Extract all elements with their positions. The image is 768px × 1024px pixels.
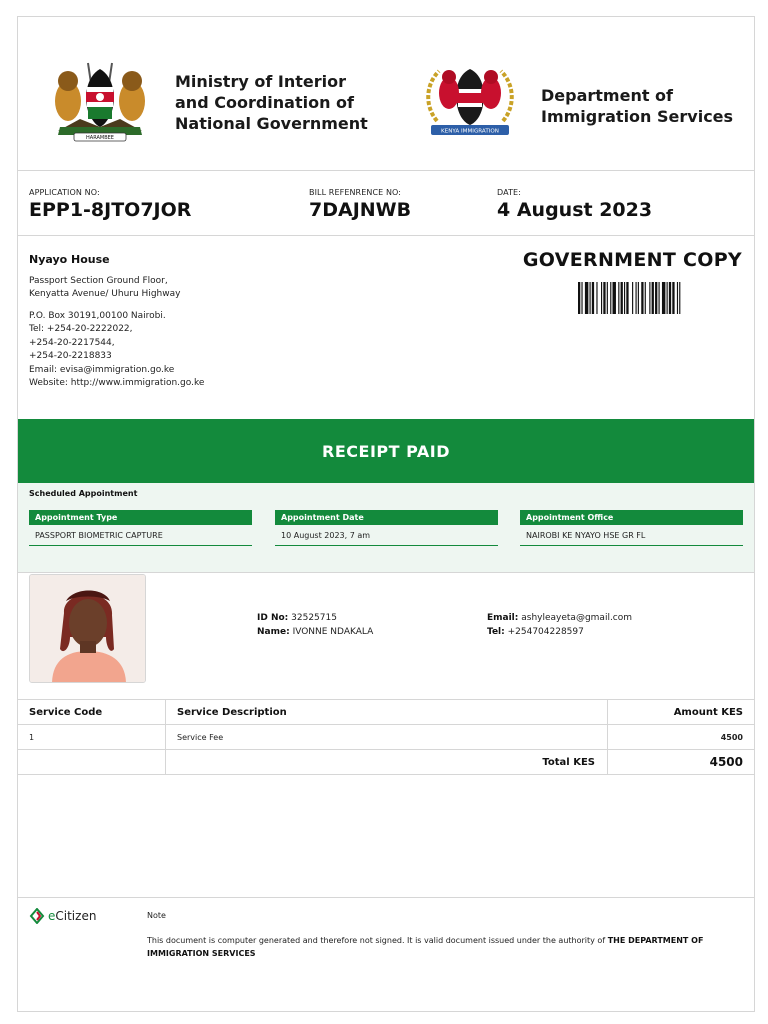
table-row xyxy=(18,725,754,750)
coat-of-arms-logo xyxy=(50,57,150,143)
office-address xyxy=(29,253,204,391)
barcode-bar xyxy=(652,282,654,314)
email-value: ashyleayeta@gmail.com xyxy=(521,613,633,623)
bill-reference xyxy=(309,188,411,221)
barcode-bar xyxy=(626,282,628,314)
name-label: Name: xyxy=(257,627,290,637)
ecitizen-icon xyxy=(29,908,45,924)
column-header-amount: Amount KES xyxy=(673,706,743,718)
barcode-bar xyxy=(632,282,633,314)
barcode-bar xyxy=(610,282,611,314)
table-total-row xyxy=(18,750,754,775)
appointment-type xyxy=(29,510,252,546)
immigration-logo-text: KENYA IMMIGRATION xyxy=(441,128,499,135)
note-label: Note xyxy=(147,911,166,920)
barcode-bar xyxy=(636,282,637,314)
barcode-bar xyxy=(585,282,588,314)
tel-value: +254704228597 xyxy=(507,627,584,637)
appointment-section xyxy=(18,483,754,573)
person-avatar-icon xyxy=(30,575,146,683)
copy-label: GOVERNMENT COPY xyxy=(522,249,742,271)
ecitizen-brand-e: e xyxy=(48,909,56,923)
ministry-line-3: National Government xyxy=(175,114,368,133)
barcode-bar xyxy=(672,282,674,314)
barcode-bar xyxy=(662,282,665,314)
address-email: Email: evisa@immigration.go.ke xyxy=(29,364,175,375)
table-header-row xyxy=(18,700,754,725)
barcode-bar xyxy=(655,282,657,314)
footer xyxy=(18,897,754,1012)
receipt-page xyxy=(17,16,755,1012)
applicant-contact xyxy=(487,611,632,639)
address-phone: +254-20-2218833 xyxy=(29,351,112,361)
barcode-bar xyxy=(649,282,650,314)
receipt-date xyxy=(497,188,652,221)
barcode-bar xyxy=(607,282,608,314)
column-header-service-description: Service Description xyxy=(166,700,608,724)
appointment-date-value: 10 August 2023, 7 am xyxy=(275,525,498,546)
appointment-type-label: Appointment Type xyxy=(29,510,252,525)
appointment-office xyxy=(520,510,743,546)
note-authority: THE DEPARTMENT OF IMMIGRATION SERVICES xyxy=(147,936,704,958)
address-line: P.O. Box 30191,00100 Nairobi. xyxy=(29,310,166,321)
note-text xyxy=(147,934,743,960)
total-empty-cell xyxy=(18,750,166,774)
address-line: Kenyatta Avenue/ Uhuru Highway xyxy=(29,289,181,299)
column-header-service-code: Service Code xyxy=(18,700,166,724)
barcode-bar xyxy=(624,282,625,314)
address-line: Passport Section Ground Floor, xyxy=(29,275,168,286)
barcode-bar xyxy=(669,282,671,314)
barcode-bar xyxy=(578,282,580,314)
appointment-section-title: Scheduled Appointment xyxy=(29,489,138,498)
bill-reference-value: 7DAJNWB xyxy=(309,199,412,221)
service-description-cell: Service Fee xyxy=(166,725,608,749)
appointment-type-value: PASSPORT BIOMETRIC CAPTURE xyxy=(29,525,252,546)
date-value: 4 August 2023 xyxy=(497,199,653,221)
barcode-bar xyxy=(638,282,639,314)
total-value: 4500 xyxy=(709,755,743,769)
barcode-bar xyxy=(618,282,619,314)
applicant-id-name xyxy=(257,611,373,639)
barcode-bar xyxy=(590,282,591,314)
barcode-bar xyxy=(596,282,597,314)
dept-line-2: Immigration Services xyxy=(541,107,734,126)
barcode-bar xyxy=(621,282,623,314)
barcode-bar xyxy=(679,282,680,314)
ministry-name xyxy=(175,71,368,134)
name-value: IVONNE NDAKALA xyxy=(292,627,374,637)
address-website: Website: http://www.immigration.go.ke xyxy=(29,378,205,388)
id-value: 32525715 xyxy=(291,613,337,623)
id-label: ID No: xyxy=(257,613,289,623)
services-table xyxy=(18,699,754,775)
barcode-bar xyxy=(581,282,582,314)
application-number xyxy=(29,188,191,221)
appointment-office-label: Appointment Office xyxy=(520,510,743,525)
ecitizen-logo xyxy=(29,908,96,924)
appointment-date xyxy=(275,510,498,546)
tel-label: Tel: xyxy=(487,627,505,637)
appointment-office-value: NAIROBI KE NYAYO HSE GR FL xyxy=(520,525,743,546)
receipt-paid-banner: RECEIPT PAID xyxy=(18,419,754,483)
barcode-bar xyxy=(645,282,646,314)
barcode-bar xyxy=(677,282,678,314)
barcode-bar xyxy=(601,282,602,314)
ministry-line-2: and Coordination of xyxy=(175,93,354,112)
header xyxy=(18,17,754,171)
barcode xyxy=(578,282,734,314)
applicant-photo xyxy=(29,574,146,683)
barcode-bar xyxy=(592,282,594,314)
ministry-line-1: Ministry of Interior xyxy=(175,72,346,91)
application-number-label: APPLICATION NO: xyxy=(29,188,100,197)
barcode-bar xyxy=(641,282,643,314)
office-name: Nyayo House xyxy=(29,253,110,266)
coa-motto: HARAMBEE xyxy=(86,135,114,141)
date-label: DATE: xyxy=(497,188,522,197)
appointment-date-label: Appointment Date xyxy=(275,510,498,525)
service-code-cell: 1 xyxy=(18,725,166,749)
barcode-bar xyxy=(603,282,605,314)
barcode-bar xyxy=(659,282,660,314)
bill-reference-label: BILL REFENRENCE NO: xyxy=(309,188,402,197)
application-number-value: EPP1-8JTO7JOR xyxy=(29,199,192,221)
email-label: Email: xyxy=(487,613,519,623)
department-name xyxy=(541,85,733,127)
barcode-bar xyxy=(667,282,668,314)
reference-bar xyxy=(18,171,754,236)
note-body: This document is computer generated and therefore not signed. It is valid document issued under the authority of xyxy=(147,936,608,945)
dept-line-1: Department of xyxy=(541,86,674,105)
amount-cell: 4500 xyxy=(720,732,743,742)
address-phone: +254-20-2217544, xyxy=(29,337,115,348)
address-phone: Tel: +254-20-2222022, xyxy=(29,324,133,334)
immigration-logo xyxy=(421,61,519,143)
ecitizen-brand-text: Citizen xyxy=(55,909,97,923)
total-label: Total KES xyxy=(166,750,608,774)
barcode-bar xyxy=(613,282,616,314)
